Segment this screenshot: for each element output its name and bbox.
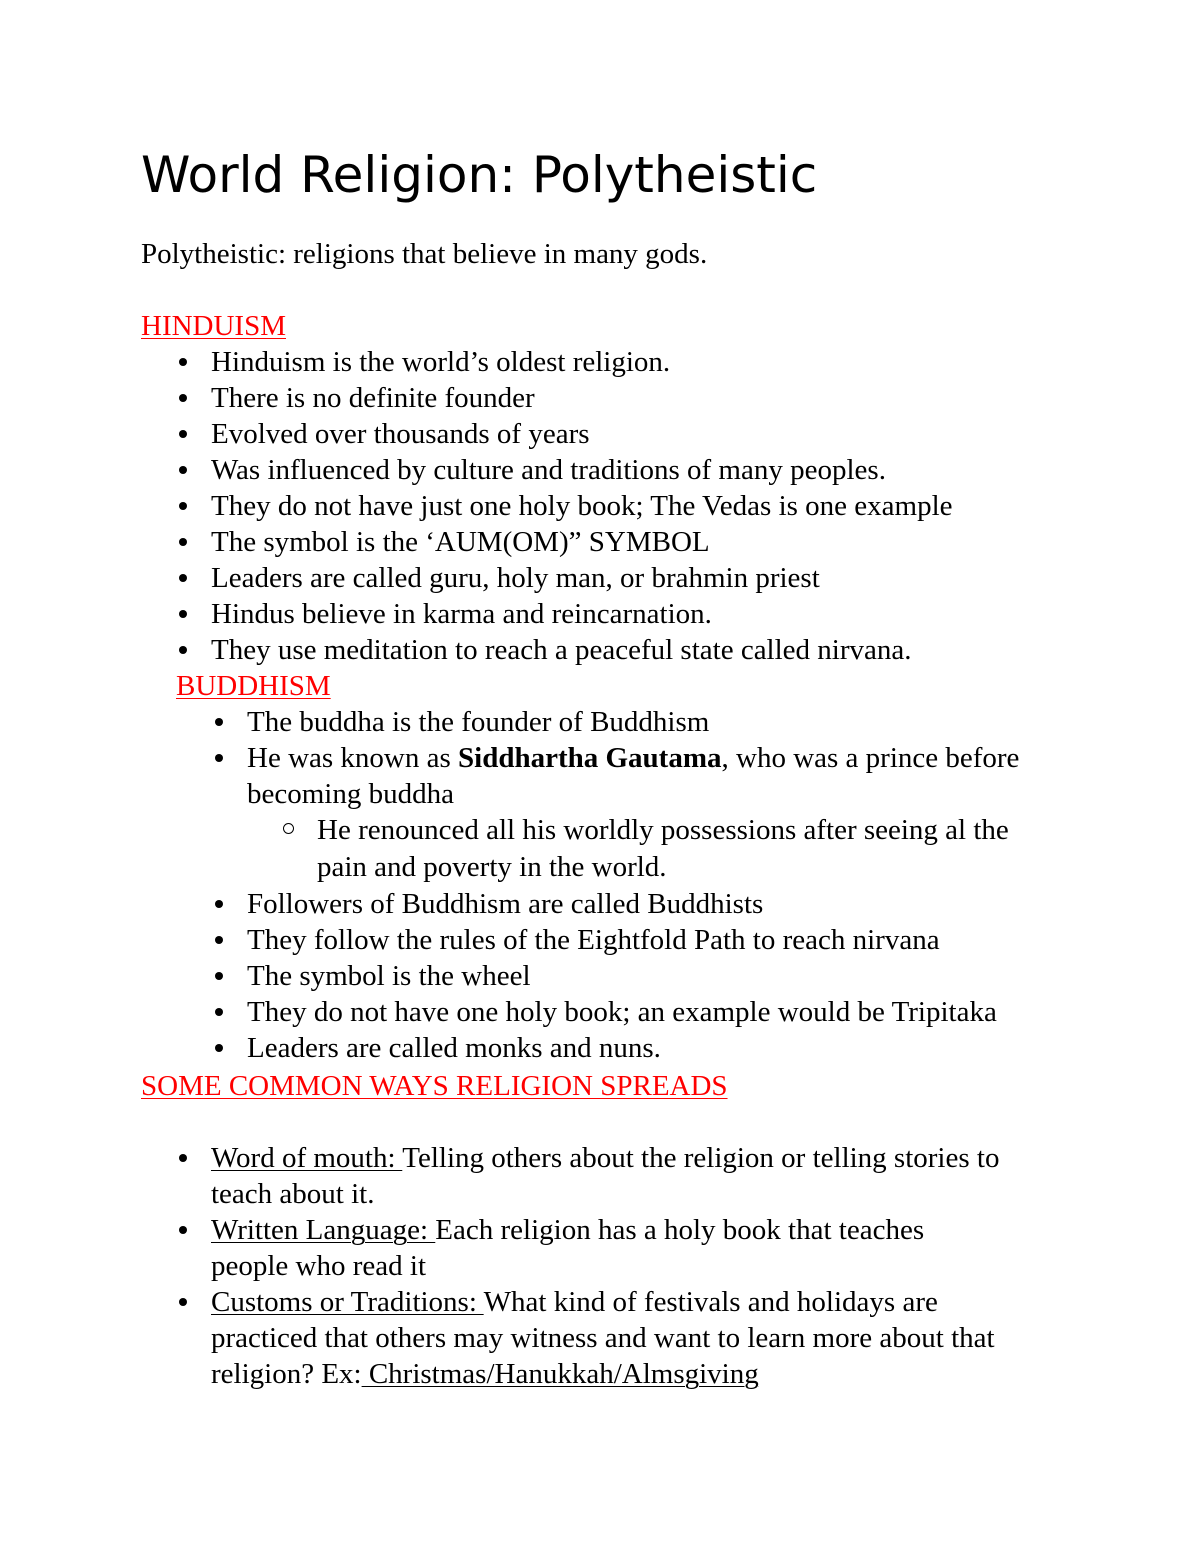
term-label: Written Language: [211, 1214, 436, 1246]
founder-name: Siddhartha Gautama [458, 742, 722, 774]
bullet-icon [179, 1154, 187, 1162]
bullet-icon [179, 358, 187, 366]
bullet-icon [215, 1008, 223, 1016]
intro-definition: Polytheistic: religions that believe in many gods. [141, 238, 708, 270]
list-item: Word of mouth: Telling others about the religion or telling stories to teach about it. [211, 1140, 1051, 1212]
bullet-icon [215, 936, 223, 944]
term-label: Customs or Traditions: [211, 1286, 484, 1318]
hinduism-list [211, 344, 1111, 668]
bullet-icon [215, 754, 223, 762]
examples-text: Christmas/Hanukkah/Almsgiving [361, 1358, 759, 1390]
list-item: He was known as Siddhartha Gautama, who was a prince before becoming buddha He renounced all his worldly possessions after seeing al the pain and poverty in the world. [247, 740, 1027, 886]
list-item: The symbol is the wheel [247, 958, 1107, 994]
spread-heading: SOME COMMON WAYS RELIGION SPREADS [141, 1070, 728, 1102]
page-title: World Religion: Polytheistic [141, 146, 818, 204]
bullet-icon [179, 646, 187, 654]
list-item: Hinduism is the world’s oldest religion. [211, 344, 1111, 380]
bullet-icon [179, 574, 187, 582]
bullet-icon [179, 1298, 187, 1306]
list-item: They use meditation to reach a peaceful state called nirvana. [211, 632, 1111, 668]
bullet-icon [179, 538, 187, 546]
buddhism-sublist [247, 812, 1027, 886]
list-item: Followers of Buddhism are called Buddhists [247, 886, 1107, 922]
bullet-icon [179, 502, 187, 510]
buddhism-heading: BUDDHISM [176, 670, 331, 702]
list-item: They do not have one holy book; an example would be Tripitaka [247, 994, 1107, 1030]
list-item: Written Language: Each religion has a holy book that teaches people who read it [211, 1212, 1001, 1284]
bullet-icon [215, 972, 223, 980]
bullet-icon [215, 900, 223, 908]
sub-list-item: He renounced all his worldly possessions after seeing al the pain and poverty in the world. [317, 812, 1037, 886]
list-item: The symbol is the ‘AUM(OM)” SYMBOL [211, 524, 1111, 560]
bullet-icon [179, 394, 187, 402]
list-item: Leaders are called guru, holy man, or brahmin priest [211, 560, 1111, 596]
term-label: Word of mouth: [211, 1142, 403, 1174]
list-item: They follow the rules of the Eightfold Path to reach nirvana [247, 922, 1107, 958]
list-item: The buddha is the founder of Buddhism [247, 704, 1107, 740]
list-item: There is no definite founder [211, 380, 1111, 416]
bullet-icon [215, 1044, 223, 1052]
bullet-icon [179, 430, 187, 438]
bullet-icon [179, 610, 187, 618]
spread-list [211, 1140, 1061, 1392]
hinduism-heading: HINDUISM [141, 310, 286, 342]
list-item: They do not have just one holy book; The Vedas is one example [211, 488, 1111, 524]
list-item: Hindus believe in karma and reincarnation. [211, 596, 1111, 632]
bullet-icon [215, 718, 223, 726]
list-item: Was influenced by culture and traditions of many peoples. [211, 452, 1111, 488]
bullet-icon [179, 1226, 187, 1234]
hollow-circle-bullet-icon [283, 823, 294, 834]
list-item: Customs or Traditions: What kind of festivals and holidays are practiced that others may witness and want to learn more about that religion? Ex: Christmas/Hanukkah/Almsgiving [211, 1284, 1011, 1392]
list-item: Evolved over thousands of years [211, 416, 1111, 452]
buddhism-list [247, 704, 1107, 1066]
list-item: Leaders are called monks and nuns. [247, 1030, 1107, 1066]
bullet-icon [179, 466, 187, 474]
